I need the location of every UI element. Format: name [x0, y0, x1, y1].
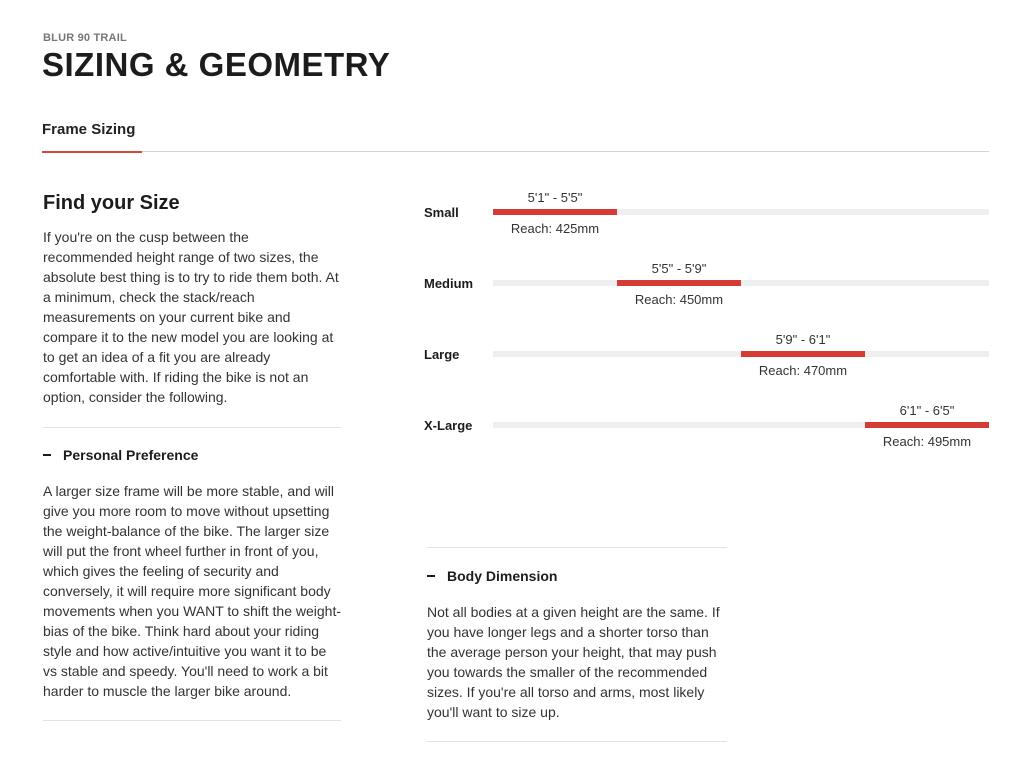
size-range-bar	[865, 422, 989, 428]
accordion-title: Body Dimension	[447, 568, 558, 584]
accordion-body-dimension[interactable]	[427, 568, 727, 584]
divider	[427, 741, 727, 742]
minus-icon	[427, 575, 435, 577]
size-chart	[424, 186, 990, 470]
height-range-label: 5'5" - 5'9"	[651, 261, 707, 276]
height-range-label: 6'1" - 6'5"	[899, 403, 955, 418]
accordion-title: Personal Preference	[63, 447, 199, 463]
minus-icon	[43, 454, 51, 456]
tab-bar	[42, 118, 989, 152]
height-range-label: 5'9" - 6'1"	[775, 332, 831, 347]
height-range-label: 5'1" - 5'5"	[527, 190, 583, 205]
size-track	[493, 351, 989, 357]
divider	[43, 720, 341, 721]
size-label: X-Large	[424, 418, 473, 433]
size-row-large	[424, 328, 990, 399]
reach-label: Reach: 425mm	[510, 221, 600, 236]
size-row-small	[424, 186, 990, 257]
personal-preference-text: A larger size frame will be more stable, and will give you more room to move without upsetting the weight-balance of the bike. The larger size will put the front wheel further in front of you, which gives the feeling of security and conversely, it will require more significant body movements when you WANT to shift the weight-bias of the bike. Think hard about your riding style and how active/intuitive you want it to be vs stable and speedy. You'll need to work a bit harder to muscle the larger bike around.	[43, 483, 342, 699]
eyebrow-model-name: BLUR 90 TRAIL	[43, 32, 127, 44]
accordion-personal-preference[interactable]	[43, 447, 341, 463]
tab-frame-sizing[interactable]: Frame Sizing	[42, 118, 142, 152]
reach-label: Reach: 470mm	[758, 363, 848, 378]
size-track	[493, 280, 989, 286]
find-size-section	[43, 192, 341, 721]
size-range-bar	[617, 280, 741, 286]
body-dimension-text: Not all bodies at a given height are the same. If you have longer legs and a shorter torso than the average person your height, that may push you towards the smaller of the recommended sizes. If you're all torso and arms, most likely you'll want to size up.	[427, 604, 720, 720]
size-label: Small	[424, 205, 459, 220]
size-track	[493, 209, 989, 215]
find-size-heading: Find your Size	[43, 192, 180, 214]
divider	[43, 427, 341, 428]
size-label: Medium	[424, 276, 474, 291]
reach-label: Reach: 495mm	[882, 434, 972, 449]
size-label: Large	[424, 347, 460, 362]
body-dimension-section	[427, 547, 727, 742]
size-row-x-large	[424, 399, 990, 470]
size-range-bar	[741, 351, 865, 357]
find-size-text: If you're on the cusp between the recommended height range of two sizes, the absolute best thing is to try to ride them both. At a minimum, check the stack/reach measurements on your current bike and compare it to the new model you are looking at to get an idea of a fit you are already comfortable with. If riding the bike is not an option, consider the following.	[43, 229, 339, 405]
size-row-medium	[424, 257, 990, 328]
reach-label: Reach: 450mm	[634, 292, 724, 307]
size-range-bar	[493, 209, 617, 215]
page-title: SIZING & GEOMETRY	[42, 46, 391, 83]
size-track	[493, 422, 989, 428]
divider	[427, 547, 727, 548]
